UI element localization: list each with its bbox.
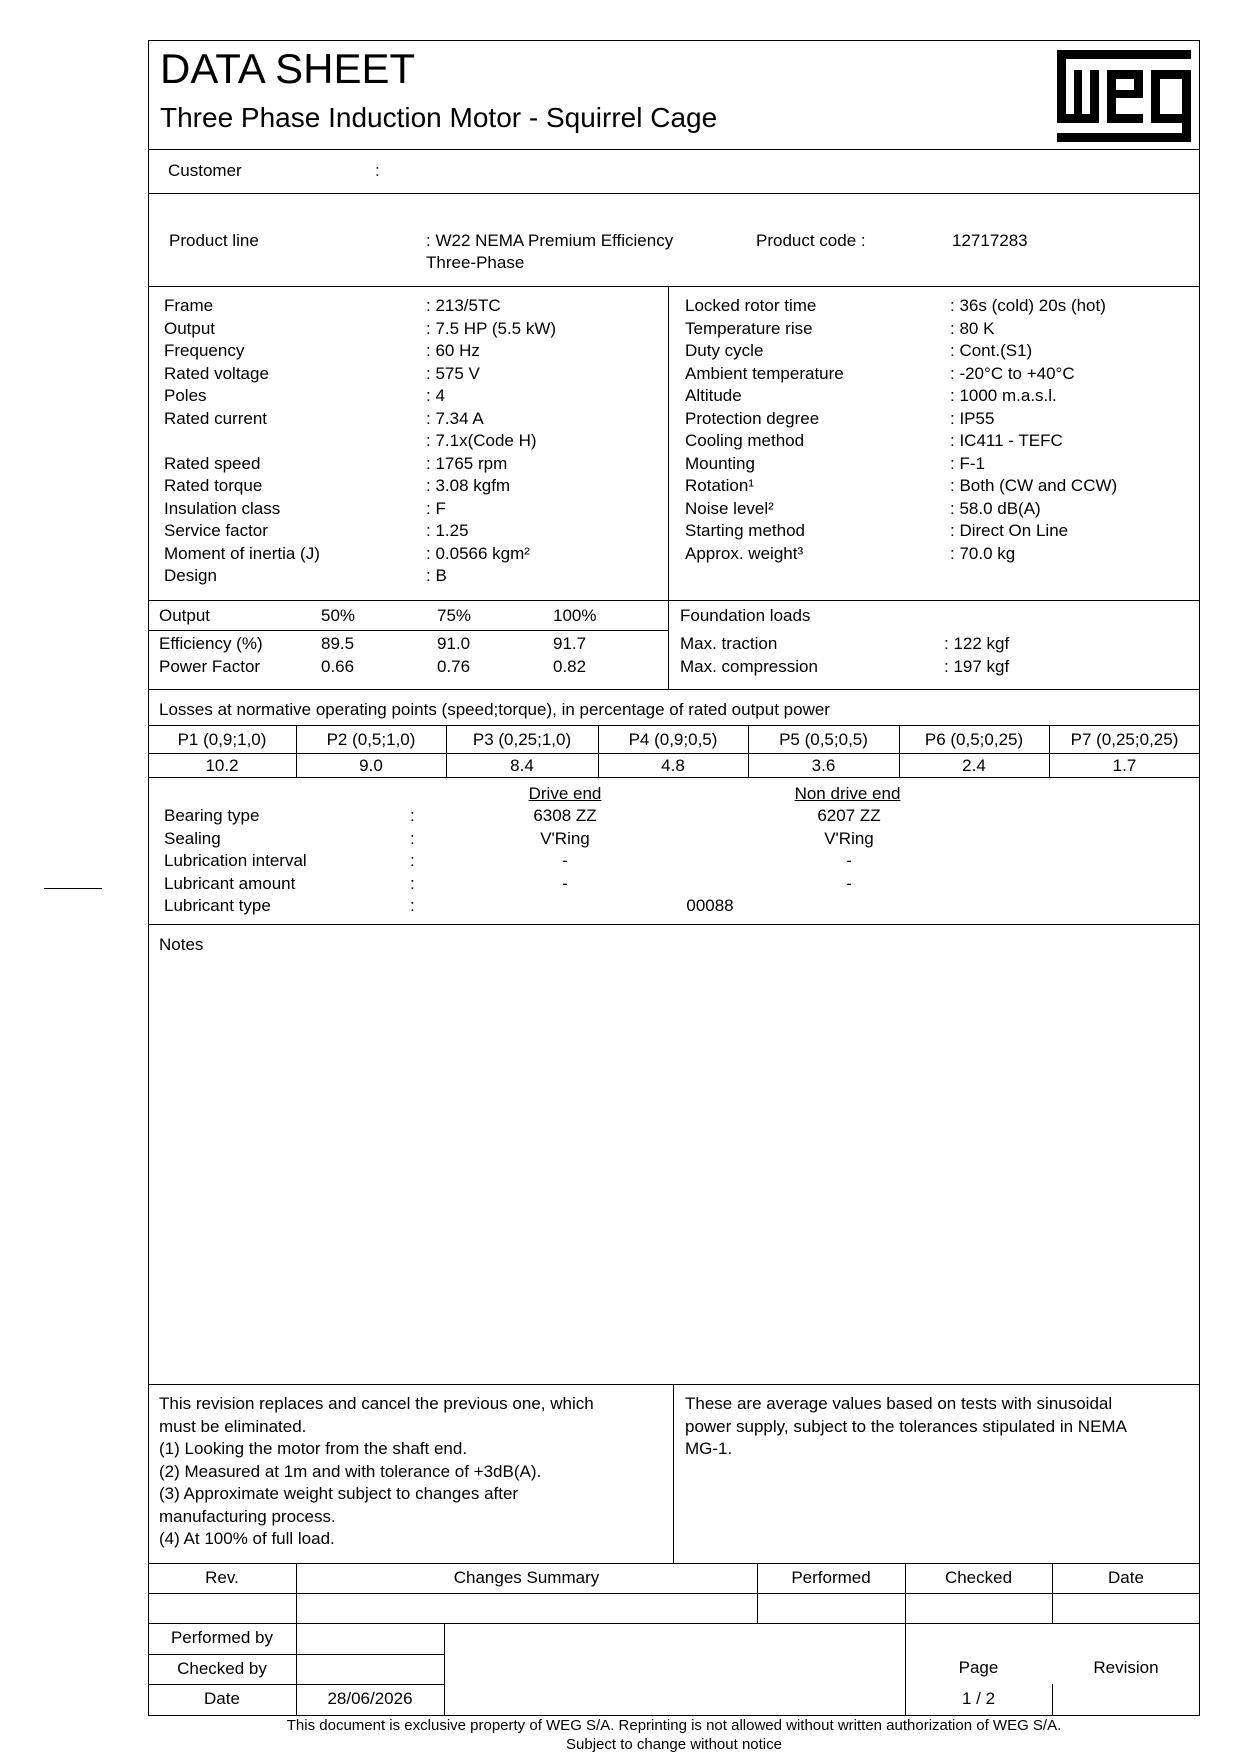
loss-value-p7: 1.7	[1112, 756, 1137, 775]
spec-label: Rotation¹	[685, 476, 754, 495]
spec-value: : IP55	[950, 408, 995, 428]
rule	[148, 1384, 1200, 1385]
loss-value-p4: 4.8	[661, 756, 685, 775]
spec-value: : Direct On Line	[950, 521, 1069, 540]
spec-value: : 575 V	[426, 363, 480, 383]
footer-copyright: This document is exclusive property of WEG S/A. Reprinting is not allowed without written authorization of WEG S/A.	[286, 1717, 1062, 1734]
footnote-line: (2) Measured at 1m and with tolerance of +3dB(A).	[159, 1461, 542, 1481]
spec-value: : 1.25	[426, 521, 469, 540]
spec-label	[164, 430, 320, 453]
rev-header: Rev.	[205, 1568, 239, 1587]
max-traction-label: Max. traction	[680, 634, 778, 653]
spec-value: : 3.08 kgfm	[426, 476, 511, 495]
footnotes-right	[685, 1393, 1127, 1461]
foundation-title: Foundation loads	[680, 606, 811, 625]
spec-label: Duty cycle	[685, 341, 764, 360]
spec-label: Rated torque	[164, 476, 263, 495]
footnote-line: MG-1.	[685, 1439, 733, 1458]
spec-label: Moment of inertia (J)	[164, 543, 320, 563]
efficiency-75: 91.0	[437, 634, 471, 653]
footnote-line: This revision replaces and cancel the previous one, which	[159, 1394, 594, 1413]
rule	[148, 689, 1200, 690]
column-divider	[673, 1384, 674, 1563]
rule	[148, 1563, 1200, 1564]
footnote-line: These are average values based on tests with sinusoidal	[685, 1394, 1113, 1413]
rule	[148, 600, 1200, 601]
rule	[148, 753, 1200, 754]
spec-value: : 7.34 A	[426, 408, 484, 428]
rule	[148, 1623, 1200, 1624]
spec-value: : 1000 m.a.s.l.	[950, 386, 1057, 405]
max-compression-label: Max. compression	[680, 657, 818, 676]
spec-value: : 213/5TC	[426, 296, 501, 315]
loss-point-p3: P3 (0,25;1,0)	[472, 730, 572, 749]
loss-point-p7: P7 (0,25;0,25)	[1070, 730, 1179, 749]
loss-value-p2: 9.0	[359, 756, 383, 775]
spec-value: : 0.0566 kgm²	[426, 543, 530, 563]
footnote-line: must be eliminated.	[159, 1416, 307, 1436]
loss-point-p2: P2 (0,5;1,0)	[326, 730, 416, 749]
bearing-separator: :	[410, 873, 415, 893]
checked-header: Checked	[944, 1568, 1013, 1587]
power-factor-50: 0.66	[321, 657, 355, 676]
spec-value: : IC411 - TEFC	[950, 431, 1063, 450]
revision-label: Revision	[1093, 1658, 1159, 1677]
spec-value: : 4	[426, 386, 445, 405]
page-label: Page	[958, 1658, 999, 1677]
specs-right-values	[950, 295, 1117, 565]
rule	[148, 630, 668, 631]
non-drive-end-lub-amount: -	[846, 874, 852, 893]
spec-label: Service factor	[164, 521, 268, 540]
notes-title: Notes	[159, 935, 204, 954]
non-drive-end-lub-interval: -	[846, 851, 852, 870]
product-line-value-cont: Three-Phase	[426, 253, 525, 272]
customer-label: Customer	[168, 161, 242, 180]
efficiency-100: 91.7	[553, 634, 587, 653]
spec-label: Cooling method	[685, 431, 805, 450]
product-code-value: 12717283	[952, 231, 1028, 250]
spec-label: Rated current	[164, 408, 267, 428]
page-subtitle: Three Phase Induction Motor - Squirrel Cage	[160, 102, 718, 133]
specs-right-labels	[685, 295, 844, 565]
drive-end-lub-amount: -	[562, 874, 568, 893]
spec-label: Locked rotor time	[685, 296, 817, 315]
changes-summary-header: Changes Summary	[453, 1568, 600, 1587]
spec-value: : 7.1x(Code H)	[426, 431, 537, 450]
drive-end-header: Drive end	[528, 784, 602, 803]
customer-separator: :	[375, 161, 380, 180]
max-traction-value: : 122 kgf	[944, 634, 1010, 653]
loss-value-p5: 3.6	[811, 756, 836, 775]
bearing-label: Lubricant type	[164, 896, 271, 915]
spec-label: Mounting	[685, 453, 755, 473]
footnote-line: (3) Approximate weight subject to changes after	[159, 1484, 519, 1503]
spec-value: : 58.0 dB(A)	[950, 498, 1041, 518]
date-label: Date	[204, 1689, 240, 1708]
margin-mark	[44, 888, 102, 889]
footer-disclaimer: Subject to change without notice	[566, 1736, 782, 1753]
spec-value: : 60 Hz	[426, 341, 480, 360]
spec-label: Frame	[164, 296, 214, 315]
loss-point-p6: P6 (0,5;0,25)	[924, 730, 1024, 749]
non-drive-end-bearing-type: 6207 ZZ	[817, 806, 881, 825]
product-line-label: Product line	[169, 231, 259, 250]
footnote-line: (4) At 100% of full load.	[159, 1529, 335, 1548]
bearing-label: Lubrication interval	[164, 851, 307, 870]
perf-header-75: 75%	[437, 606, 472, 625]
rule	[148, 193, 1200, 194]
product-line-value: : W22 NEMA Premium Efficiency	[426, 231, 674, 250]
spec-label: Starting method	[685, 521, 806, 540]
footnote-line: power supply, subject to the tolerances stipulated in NEMA	[685, 1416, 1127, 1436]
spec-value: : F-1	[950, 453, 985, 473]
loss-value-p3: 8.4	[510, 756, 534, 775]
spec-value: : 80 K	[950, 318, 995, 338]
spec-label: Design	[164, 566, 217, 585]
page-title: DATA SHEET	[160, 45, 416, 92]
spec-value: : 36s (cold) 20s (hot)	[950, 296, 1106, 315]
cell-divider	[1052, 1684, 1053, 1716]
non-drive-end-sealing: V'Ring	[824, 829, 874, 848]
bearing-label: Bearing type	[164, 806, 260, 825]
spec-label: Temperature rise	[685, 318, 813, 338]
drive-end-lub-interval: -	[562, 851, 568, 870]
spec-value: : Both (CW and CCW)	[950, 476, 1118, 495]
lubricant-type-value: 00088	[686, 896, 734, 915]
rule	[148, 286, 1200, 287]
spec-label: Altitude	[685, 386, 742, 405]
cell-divider	[444, 1623, 445, 1716]
performed-header: Performed	[791, 1568, 871, 1587]
date-value: 28/06/2026	[327, 1689, 413, 1708]
page-value: 1 / 2	[961, 1689, 996, 1708]
drive-end-bearing-type: 6308 ZZ	[533, 806, 597, 825]
rule	[148, 149, 1200, 150]
bearing-separator: :	[410, 828, 415, 848]
power-factor-100: 0.82	[553, 657, 587, 676]
spec-label: Poles	[164, 386, 207, 405]
product-code-label: Product code :	[756, 231, 866, 250]
date-header: Date	[1108, 1568, 1144, 1587]
footnote-line: (1) Looking the motor from the shaft end.	[159, 1439, 468, 1458]
spec-label: Rated voltage	[164, 363, 269, 383]
specs-left-values	[426, 295, 556, 588]
checked-by-label: Checked by	[177, 1659, 267, 1678]
spec-label: Protection degree	[685, 408, 820, 428]
spec-value: : 1765 rpm	[426, 453, 508, 473]
losses-title: Losses at normative operating points (speed;torque), in percentage of rated output power	[159, 700, 830, 719]
spec-label: Approx. weight³	[685, 543, 804, 563]
max-compression-value: : 197 kgf	[944, 657, 1010, 676]
spec-value: : 70.0 kg	[950, 543, 1016, 563]
spec-value: : F	[426, 498, 446, 518]
bearing-separator: :	[410, 851, 415, 870]
spec-value: : Cont.(S1)	[950, 341, 1033, 360]
spec-value: : 7.5 HP (5.5 kW)	[426, 318, 557, 338]
spec-label: Rated speed	[164, 453, 261, 473]
bearing-label: Lubricant amount	[164, 873, 296, 893]
spec-label: Noise level²	[685, 498, 774, 518]
loss-value-p6: 2.4	[962, 756, 986, 775]
footnotes-left	[159, 1393, 594, 1551]
perf-header-100: 100%	[553, 606, 597, 625]
bearing-separator: :	[410, 806, 415, 825]
column-divider	[668, 286, 669, 689]
bearing-separator: :	[410, 896, 415, 915]
spec-value: : -20°C to +40°C	[950, 363, 1075, 383]
performed-by-label: Performed by	[170, 1628, 274, 1647]
drive-end-sealing: V'Ring	[540, 829, 590, 848]
loss-point-p4: P4 (0,9;0,5)	[628, 730, 718, 749]
spec-label: Output	[164, 318, 216, 338]
efficiency-label: Efficiency (%)	[159, 634, 263, 653]
rule	[148, 777, 1200, 778]
loss-value-p1: 10.2	[205, 756, 239, 775]
loss-point-p1: P1 (0,9;1,0)	[177, 730, 267, 749]
bearing-separators	[410, 805, 415, 918]
power-factor-75: 0.76	[437, 657, 471, 676]
perf-header-50: 50%	[321, 606, 356, 625]
footnote-line: manufacturing process.	[159, 1506, 336, 1526]
spec-value: : B	[426, 566, 447, 585]
non-drive-end-header: Non drive end	[794, 784, 901, 803]
rule	[148, 1593, 1200, 1594]
specs-left-labels	[164, 295, 320, 588]
spec-label: Frequency	[164, 341, 245, 360]
spec-label: Insulation class	[164, 498, 281, 518]
perf-header-output: Output	[159, 606, 211, 625]
rule	[148, 725, 1200, 726]
efficiency-50: 89.5	[321, 634, 355, 653]
spec-label: Ambient temperature	[685, 363, 844, 383]
rule	[148, 924, 1200, 925]
loss-point-p5: P5 (0,5;0,5)	[779, 730, 868, 749]
weg-logo	[1057, 50, 1191, 142]
bearing-label: Sealing	[164, 828, 221, 848]
power-factor-label: Power Factor	[159, 657, 261, 676]
bearing-labels	[164, 805, 307, 918]
